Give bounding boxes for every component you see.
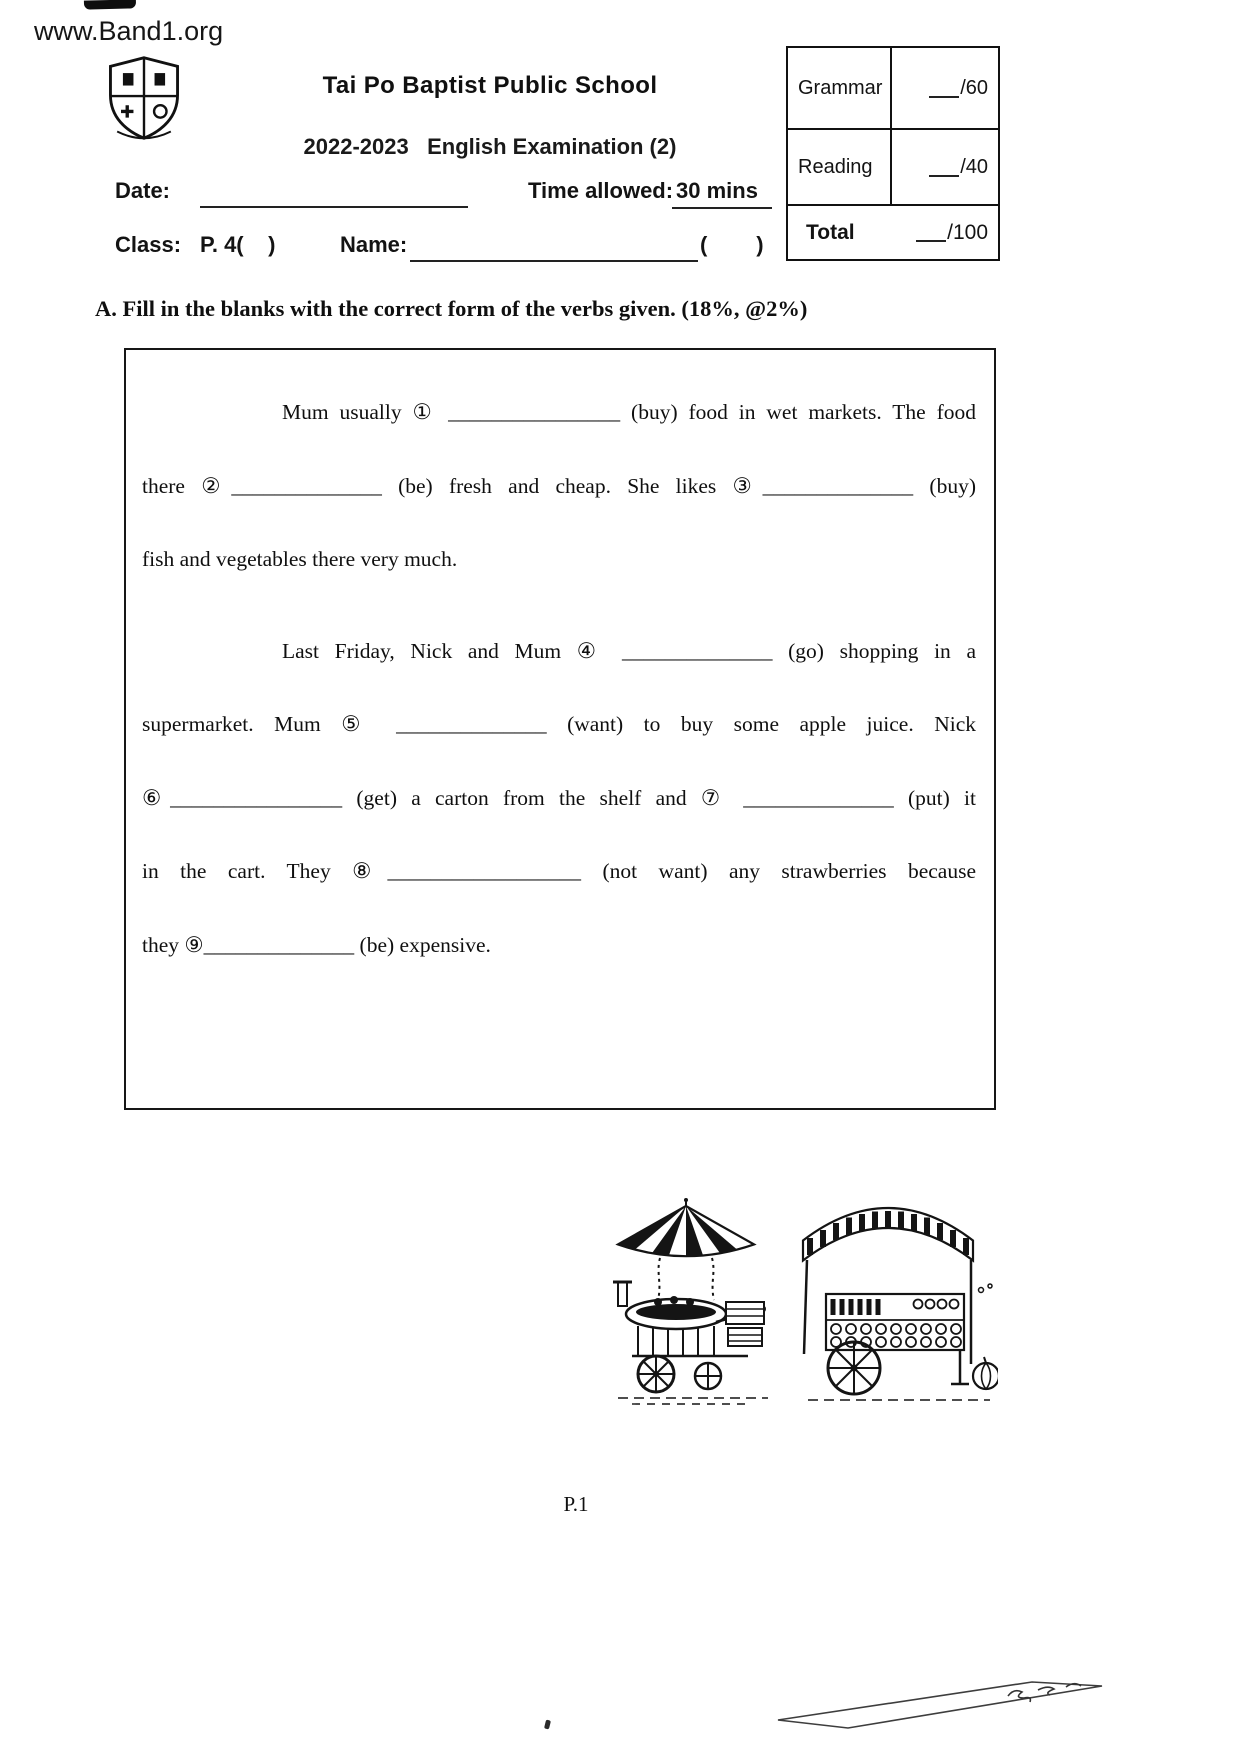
passage-line-3: fish and vegetables there very much. (142, 547, 458, 571)
score-blank-line (929, 158, 959, 177)
score-label-grammar: Grammar (788, 48, 892, 128)
score-label-total: Total (806, 220, 855, 244)
name-blank-line (410, 234, 698, 262)
market-stall-right (803, 1208, 998, 1400)
passage-line-5: supermarket. Mum ⑤ ______________ (want) to buy some apple juice. Nick (142, 712, 976, 736)
page-number: P.1 (563, 1492, 589, 1516)
market-stall-left (613, 1198, 768, 1404)
scan-smudge-artifact (84, 0, 136, 10)
school-crest-logo (100, 52, 188, 144)
score-blank-line (929, 79, 959, 98)
date-blank-line (200, 180, 468, 208)
scan-corner-mark (770, 1674, 1110, 1732)
class-value: P. 4( ) (200, 232, 276, 257)
passage-line-2: there ②______________ (be) fresh and cheap. She likes ③______________ (buy) (142, 473, 976, 498)
site-watermark: www.Band1.org (34, 16, 224, 46)
score-row-grammar (788, 48, 998, 128)
scan-dot-artifact (544, 1720, 551, 1730)
name-suffix: ( ) (700, 232, 764, 257)
time-allowed-value: 30 mins (672, 178, 772, 209)
exam-title: 2022-2023 English Examination (2) (303, 134, 677, 159)
class-label: Class: (115, 232, 182, 257)
market-stalls-illustration (598, 1198, 998, 1410)
section-a-heading: A. Fill in the blanks with the correct form of the verbs given. (18%, @2%) (95, 296, 808, 321)
score-label-reading: Reading (788, 130, 892, 204)
name-label: Name: (340, 232, 408, 257)
score-row-total (788, 204, 998, 259)
score-max-grammar: /60 (960, 76, 988, 99)
passage-line-8: they ⑨______________ (be) expensive. (142, 932, 491, 957)
passage-box (124, 348, 996, 1110)
score-row-reading (788, 128, 998, 204)
passage-line-7: in the cart. They ⑧__________________ (not want) any strawberries because (142, 859, 976, 883)
score-cell-total (892, 206, 998, 259)
time-allowed-label: Time allowed: (528, 178, 674, 203)
score-max-total: /100 (947, 220, 988, 244)
date-label: Date: (115, 178, 171, 203)
passage-line-4: Last Friday, Nick and Mum ④ ______________ (go) shopping in a (282, 638, 976, 663)
score-table (786, 46, 1000, 261)
passage-line-6: ⑥________________ (get) a carton from the shelf and ⑦ ______________ (put) it (142, 785, 976, 810)
score-max-reading: /40 (960, 155, 988, 178)
passage-line-1: Mum usually ① ________________ (buy) food in wet markets. The food (282, 400, 976, 424)
score-cell-grammar (892, 48, 998, 128)
score-blank-line (916, 223, 946, 242)
school-name: Tai Po Baptist Public School (322, 72, 658, 99)
score-cell-reading (892, 130, 998, 204)
